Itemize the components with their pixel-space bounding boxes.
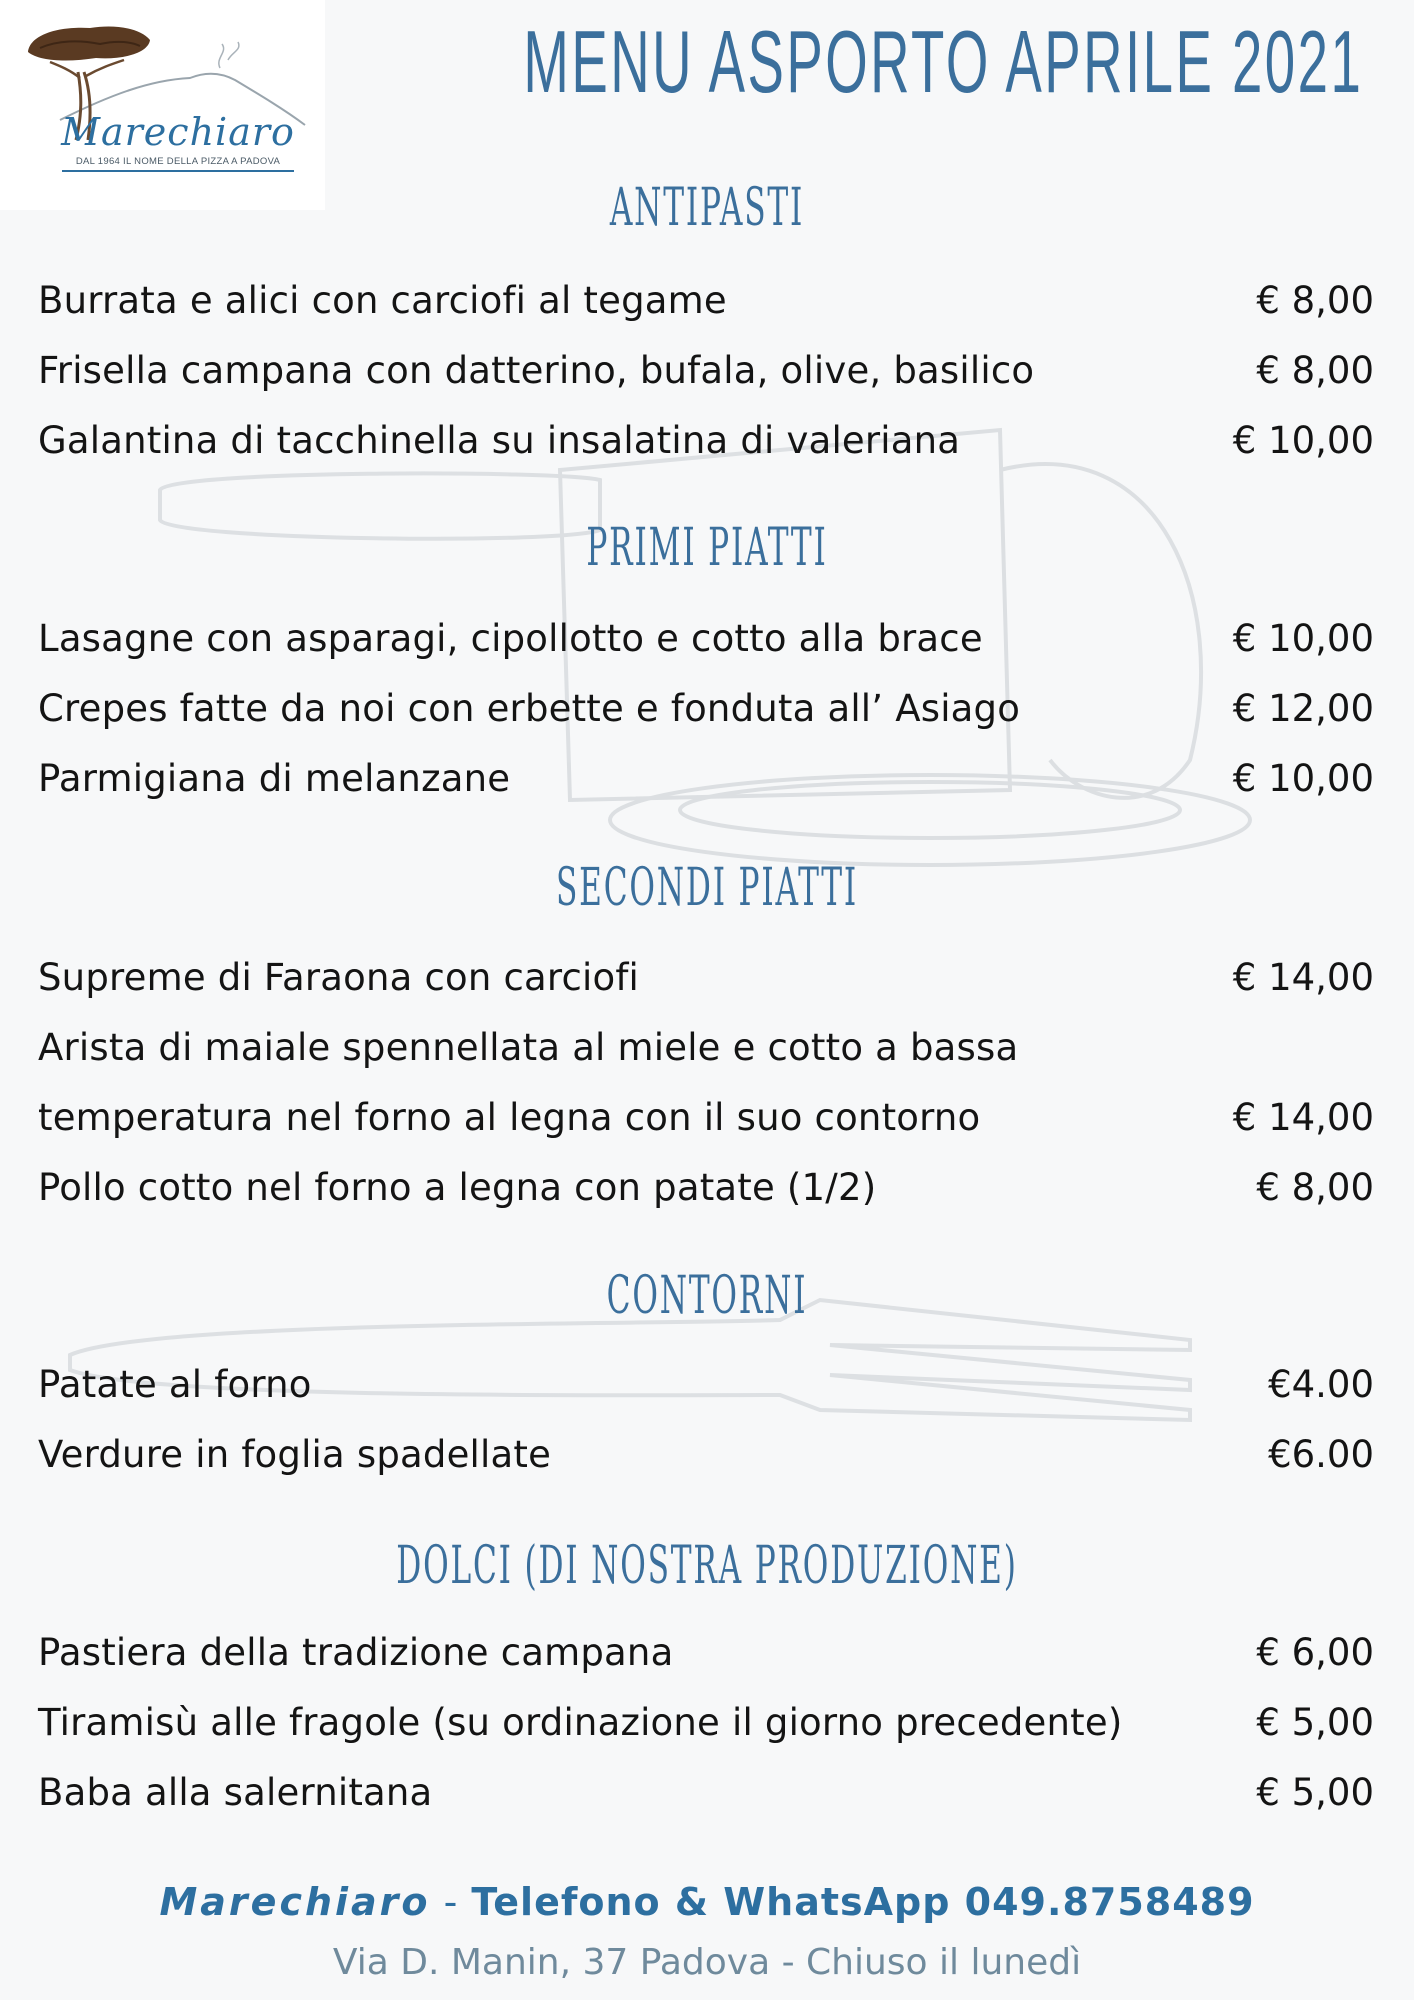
menu-item-name: temperatura nel forno al legna con il suo contorno bbox=[38, 1096, 981, 1139]
menu-item-name: Arista di maiale spennellata al miele e cotto a bassa bbox=[38, 1026, 1019, 1069]
logo bbox=[0, 0, 325, 210]
section-heading-primi-piatti: PRIMI PIATTI bbox=[586, 518, 828, 578]
menu-item-price: € 6,00 bbox=[1256, 1631, 1374, 1674]
menu-title: MENU ASPORTO APRILE 2021 bbox=[523, 12, 1364, 111]
menu-item-name: Pollo cotto nel forno a legna con patate (1/2) bbox=[38, 1166, 877, 1209]
menu-item-price: €4.00 bbox=[1268, 1363, 1374, 1406]
footer-contact bbox=[0, 1880, 1414, 1924]
section-heading-antipasti: ANTIPASTI bbox=[609, 178, 805, 238]
menu-item bbox=[38, 1023, 1374, 1073]
menu-item bbox=[38, 754, 1374, 804]
menu-item-price: € 8,00 bbox=[1256, 1166, 1374, 1209]
menu-item-name: Baba alla salernitana bbox=[38, 1771, 433, 1814]
menu-item bbox=[38, 1768, 1374, 1818]
menu-item bbox=[38, 1360, 1374, 1410]
section-heading-secondi-piatti: SECONDI PIATTI bbox=[555, 858, 859, 918]
menu-item-name: Burrata e alici con carciofi al tegame bbox=[38, 279, 727, 322]
menu-item-price: € 14,00 bbox=[1232, 956, 1374, 999]
menu-item bbox=[38, 953, 1374, 1003]
logo-tagline: DAL 1964 IL NOME DELLA PIZZA A PADOVA bbox=[75, 156, 281, 167]
footer-separator: - bbox=[430, 1880, 472, 1924]
menu-item-name: Frisella campana con datterino, bufala, olive, basilico bbox=[38, 349, 1035, 392]
menu-item-name: Parmigiana di melanzane bbox=[38, 757, 511, 800]
footer-brand: Marechiaro bbox=[159, 1880, 431, 1924]
menu-item-name: Supreme di Faraona con carciofi bbox=[38, 956, 640, 999]
menu-item-name: Crepes fatte da noi con erbette e fonduta all’ Asiago bbox=[38, 687, 1021, 730]
menu-item-price: € 5,00 bbox=[1256, 1701, 1374, 1744]
menu-item bbox=[38, 346, 1374, 396]
menu-item-price: € 12,00 bbox=[1232, 687, 1374, 730]
menu-item-price: € 10,00 bbox=[1232, 419, 1374, 462]
footer-phone: Telefono & WhatsApp 049.8758489 bbox=[471, 1880, 1255, 1924]
menu-item-price: € 8,00 bbox=[1256, 279, 1374, 322]
menu-item bbox=[38, 614, 1374, 664]
section-heading-contorni: CONTORNI bbox=[606, 1266, 808, 1326]
menu-item bbox=[38, 1698, 1374, 1748]
pine-tree-volcano-icon bbox=[0, 0, 325, 210]
menu-item bbox=[38, 1093, 1374, 1143]
menu-item bbox=[38, 416, 1374, 466]
menu-item-name: Patate al forno bbox=[38, 1363, 312, 1406]
menu-item-price: € 10,00 bbox=[1232, 617, 1374, 660]
menu-item bbox=[38, 1430, 1374, 1480]
menu-item-name: Lasagne con asparagi, cipollotto e cotto alla brace bbox=[38, 617, 983, 660]
menu-item bbox=[38, 684, 1374, 734]
menu-item-price: € 8,00 bbox=[1256, 349, 1374, 392]
menu-item-price: € 10,00 bbox=[1232, 757, 1374, 800]
logo-divider bbox=[62, 170, 294, 172]
menu-item-name: Pastiera della tradizione campana bbox=[38, 1631, 674, 1674]
section-heading-dolci: DOLCI (DI NOSTRA PRODUZIONE) bbox=[396, 1536, 1018, 1596]
menu-item bbox=[38, 1628, 1374, 1678]
menu-item bbox=[38, 276, 1374, 326]
menu-item-name: Galantina di tacchinella su insalatina di valeriana bbox=[38, 419, 961, 462]
logo-name: Marechiaro bbox=[61, 110, 295, 154]
menu-item bbox=[38, 1163, 1374, 1213]
footer-address: Via D. Manin, 37 Padova - Chiuso il lunedì bbox=[332, 1942, 1082, 1983]
menu-item-name: Verdure in foglia spadellate bbox=[38, 1433, 552, 1476]
menu-item-price: € 14,00 bbox=[1232, 1096, 1374, 1139]
menu-item-price: €6.00 bbox=[1268, 1433, 1374, 1476]
menu-item-name: Tiramisù alle fragole (su ordinazione il giorno precedente) bbox=[38, 1701, 1123, 1744]
menu-item-price: € 5,00 bbox=[1256, 1771, 1374, 1814]
